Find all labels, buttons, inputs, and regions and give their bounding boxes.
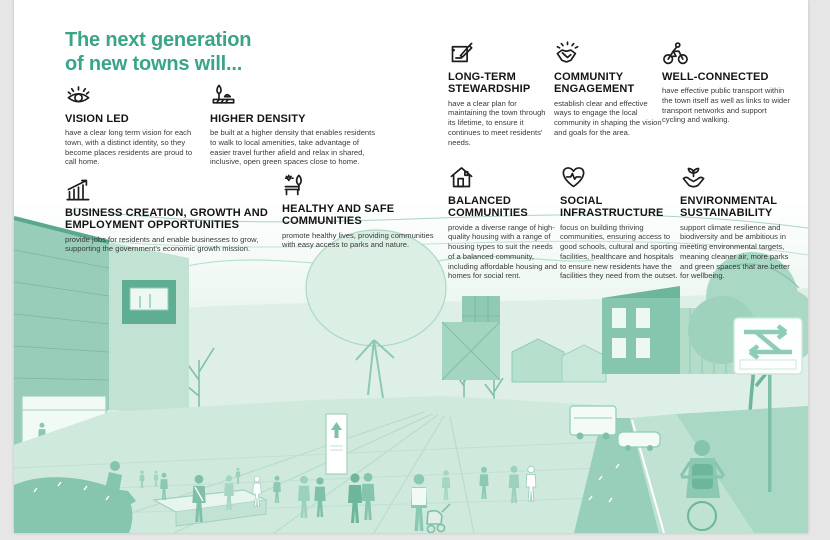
document-page — [14, 0, 808, 533]
plan-pencil-icon — [448, 40, 548, 68]
window — [130, 288, 168, 310]
card-environmental-sustainability — [680, 164, 800, 281]
card-body: provide jobs for residents and enable businesses to grow, supporting the government's economic growth mission. — [65, 234, 259, 254]
left-building-2 — [109, 242, 189, 415]
card-title: ENVIRONMENTAL SUSTAINABILITY — [680, 195, 777, 220]
card-body: focus on building thriving communities, ensuring access to good schools, cultural and sporting facilities, healthcare and hospitals to ensure new residents have the facilities they need from the outset. — [560, 222, 678, 281]
park-bench-icon — [282, 172, 434, 200]
card-body: have a clear plan for maintaining the town through its lifetime, to ensure it continues to meet residents' needs. — [448, 98, 546, 147]
card-title: BUSINESS CREATION, GROWTH AND EMPLOYMENT OPPORTUNITIES — [65, 207, 268, 232]
card-body: promote healthy lives, providing communities with easy access to parks and nature. — [282, 230, 434, 250]
card-higher-density — [210, 82, 378, 167]
white-shirt — [412, 488, 426, 505]
card-healthy-safe-communities — [282, 172, 434, 250]
card-title: BALANCED COMMUNITIES — [448, 195, 528, 220]
card-community-engagement — [554, 40, 662, 138]
card-body: be built at a higher density that enables residents to walk to local amenities, take advantage of easier travel further afield and relax in shared, inclusive, open green spaces close to home. — [210, 128, 376, 167]
window — [612, 308, 626, 328]
growth-chart-icon — [65, 176, 287, 204]
page-title-line2: of new towns will... — [65, 53, 243, 76]
card-body: have a clear long term vision for each town, with a distinct identity, so they become places residents are proud to call home. — [65, 128, 193, 167]
cyclist-icon — [662, 40, 790, 68]
card-title: WELL-CONNECTED — [662, 71, 769, 83]
wayfinding-totem — [326, 414, 347, 474]
tree-park-icon — [210, 82, 378, 110]
house-icon — [448, 164, 560, 192]
page-title — [65, 28, 251, 77]
card-long-term-stewardship — [448, 40, 548, 147]
page-title-line1: The next generation — [65, 29, 252, 51]
heart-pulse-icon — [560, 164, 678, 192]
window — [612, 338, 626, 358]
card-title: SOCIAL INFRASTRUCTURE — [560, 195, 664, 220]
card-title: VISION LED — [65, 113, 129, 125]
bus — [570, 406, 616, 440]
card-business-creation — [65, 176, 287, 254]
card-title: COMMUNITY ENGAGEMENT — [554, 71, 635, 96]
card-body: provide a diverse range of high-quality housing with a range of housing types to suit the needs of a balanced community, including affordable housing and homes for social rent. — [448, 222, 558, 281]
card-title: HEALTHY AND SAFE COMMUNITIES — [282, 203, 395, 228]
window — [636, 338, 650, 358]
card-title: HIGHER DENSITY — [210, 113, 306, 125]
card-body: support climate resilience and biodiversity and be ambitious in meeting environmental targets, meaning cleaner air, more parks and green spaces that are better for wellbeing. — [680, 222, 790, 281]
card-social-infrastructure — [560, 164, 678, 281]
card-well-connected — [662, 40, 790, 125]
card-body: have effective public transport within the town itself as well as links to wider transport networks and support cycling and walking. — [662, 86, 790, 125]
card-title: LONG-TERM STEWARDSHIP — [448, 71, 531, 96]
handshake-icon — [554, 40, 662, 68]
card-body: establish clear and effective ways to engage the local community in shaping the vision and goals for the area. — [554, 98, 662, 137]
eye-icon — [65, 82, 197, 110]
window — [636, 308, 650, 328]
card-vision-led — [65, 82, 197, 167]
plant-hands-icon — [680, 164, 800, 192]
card-balanced-communities — [448, 164, 560, 281]
